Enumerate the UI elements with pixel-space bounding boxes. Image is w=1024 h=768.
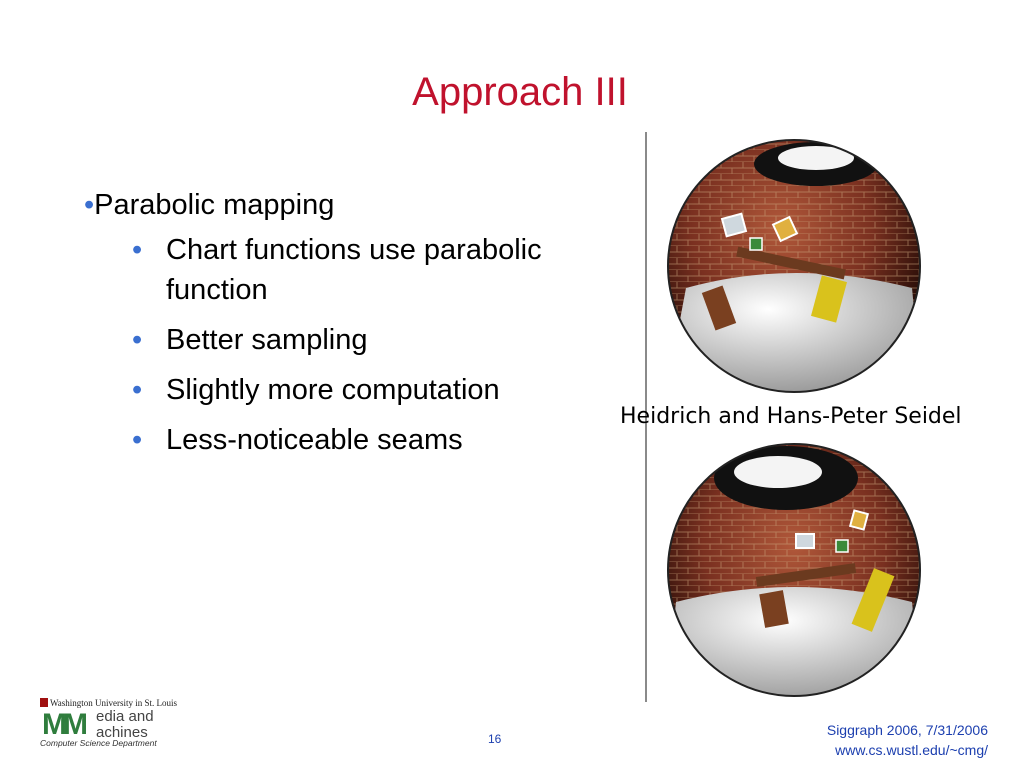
sub-bullet-text: Chart functions use parabolic function — [166, 234, 542, 306]
sub-bullet-text: Less-noticeable seams — [166, 424, 463, 456]
parabolic-sphere-top-image — [666, 138, 922, 394]
sub-bullet-item — [132, 370, 624, 410]
footer-line-2: www.cs.wustl.edu/~cmg/ — [835, 742, 988, 758]
sub-bullet-text: Better sampling — [166, 324, 368, 356]
page-number: 16 — [488, 732, 502, 746]
sub-bullet-list — [84, 230, 624, 460]
footer-line-1: Siggraph 2006, 7/31/2006 — [826, 722, 988, 738]
footer — [827, 720, 988, 760]
sub-bullet-marker: • — [132, 324, 143, 356]
bullet-marker: • — [84, 189, 95, 221]
sub-bullet-text: Slightly more computation — [166, 374, 500, 406]
bullet-list — [84, 186, 624, 470]
image-credit: Heidrich and Hans-Peter Seidel — [620, 404, 962, 429]
sub-bullet-item — [132, 320, 624, 360]
sub-bullet-marker: • — [132, 424, 143, 456]
bullet-parabolic-mapping — [84, 186, 624, 224]
sub-bullet-item — [132, 230, 624, 310]
parabolic-sphere-bottom-image — [666, 442, 922, 698]
sub-bullet-item — [132, 420, 624, 460]
logo-mark: MM — [42, 708, 84, 741]
sub-bullet-marker: • — [132, 374, 143, 406]
university-shield-icon — [40, 698, 48, 707]
slide-title: Approach III — [412, 70, 628, 114]
sub-bullet-marker: • — [132, 234, 143, 266]
logo-words: edia and achines — [96, 708, 154, 741]
department-name: Computer Science Department — [40, 738, 157, 748]
university-name: Washington University in St. Louis — [40, 698, 177, 708]
media-and-machines-logo — [40, 698, 180, 750]
bullet-text: Parabolic mapping — [94, 189, 335, 221]
